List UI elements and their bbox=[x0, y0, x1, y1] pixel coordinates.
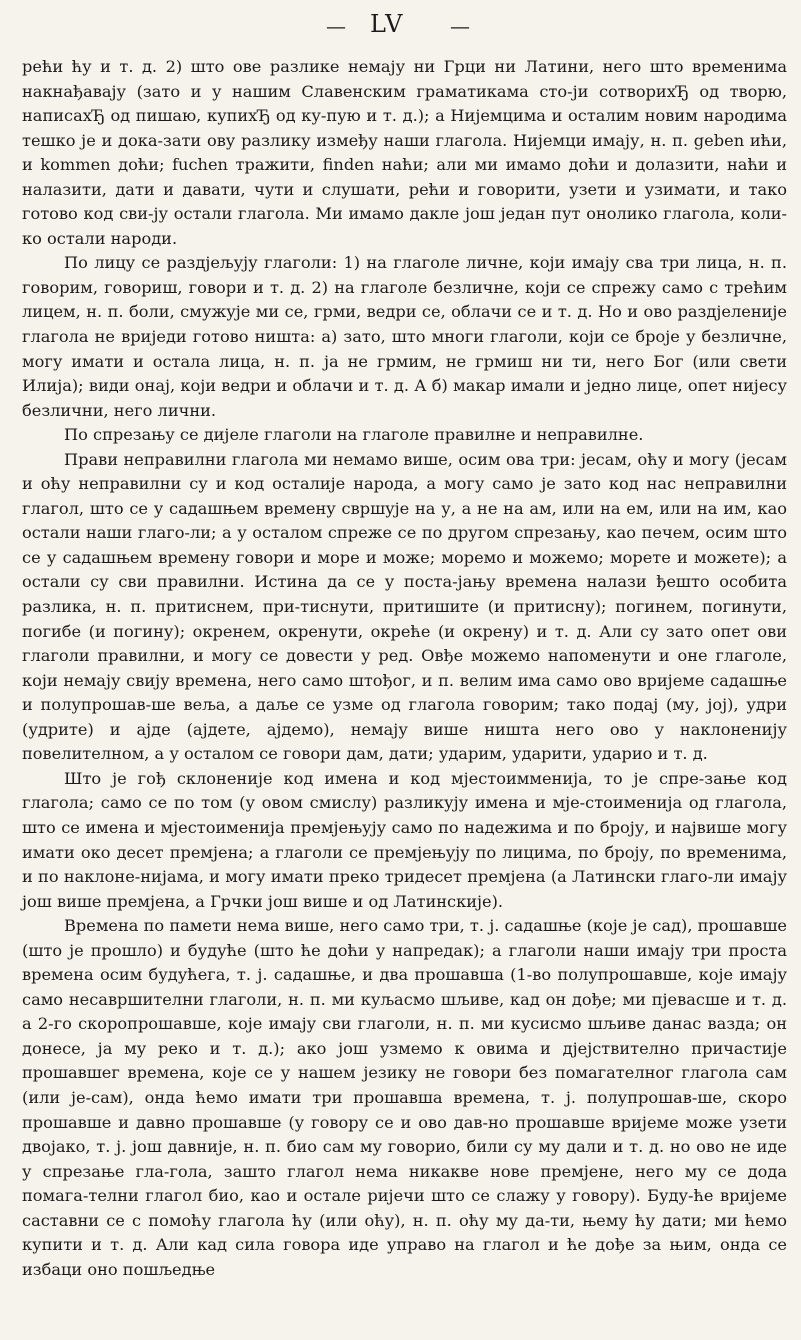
paragraph-tenses: Времена по памети нема више, него само три, т. ј. садашње (које је сад), прошавше (што је прошло) и будуће (што ће доћи у напредак); а глаголи наши имају три проста времена осим будућега, т. ј. садашње, и два прошавша (1-во полупрошавше, које имају само несавршителни глаголи, н. п. ми куљасмо шљиве, кад он дође; ми пјевасше и т. д. а 2-го скоропрошавше, које имају сви глаголи, н. п. ми кусисмо шљиве данас вазда; он донесе, ја му реко и т. д.); ако још узмемо к овима и дјејствително причастије прошавшег времена, које се у нашем језику не говори без помагателног глагола сам (или је-сам), онда ћемо имати три прошавша времена, т. ј. полупрошав-ше, скоро прошавше и давно прошавше (у говору се и ово дав-но прошавше вријеме може узети двојако, т. ј. још давније, н. п. био сам му говорио, били су му дали и т. д. но ово не иде у спрезање гла-гола, зашто глагол нема никакве нове премјене, него му се дода помага-телни глагол био, као и остале ријечи што се слажу у говору). Буду-ће вријеме саставни се с помоћу глагола ћу (или оћу), н. п. оћу му да-ти, њему ћу дати; ми ћемо купити и т. д. Али кад сила говора иде управо на глагол и ће дође за њим, онда се избаци оно пошљедње bbox=[22, 916, 787, 1279]
paragraph-irregular-verbs: Прави неправилни глагола ми немамо више, осим ова три: јесам, оћу и могу (јесам и оћу неправилни су и код осталије народа, а могу само је зато код нас неправилни глагол, што се у садашњем времену свршује на у, а не на ам, или на ем, или на им, као остали наши глаго-ли; а у осталом спреже се по другом спрезању, као печем, осим што се у садашњем времену говори и море и може; моремо и можемо; морете и можете); а остали су сви правилни. Истина да се у поста-јању времена налази ђешто особита разлика, н. п. притиснем, при-тиснути, притишите (и притисну); погинем, погинути, погибе (и погину); окренем, окренути, окреће (и окрену) и т. д. Али су зато опет ови глаголи правилни, и могу се довести у ред. Овђе можемо напоменути и оне глаголе, који немају свију времена, него само штођог, и п. велим има само ово вријеме садашње и полупрошав-ше веља, а даље се узме од глагола говорим; тако подај (му, јој), удри (удрите) и ајде (ајдете, ајдемо), немају више ништа него ово у наклоненију повелителном, а у осталом се говори дам, дати; ударим, ударити, ударио и т. д. bbox=[22, 449, 787, 764]
paragraph-person-division: По лицу се раздјељују глаголи: 1) на глаголе личне, који имају сва три лица, н. п. говорим, говориш, говори и т. д. 2) на глаголе безличне, који се спрежу само с трећим лицем, н. п. боли, смужује ми се, грми, ведри се, облачи се и т. д. Но и ово раздјеленије глагола не вриједи готово ништа: а) зато, што многи глаголи, који се броје у безличне, могу имати и остала лица, н. п. ја не грмим, не грмиш ни ти, него Бог (или свети Илија); види онај, који ведри и облачи и т. д. А б) макар имали и једно лице, опет нијесу безлични, него лични. bbox=[22, 253, 787, 420]
paragraph-conjugation-division: По спрезању се дијеле глаголи на глаголе правилне и неправилне. bbox=[64, 425, 644, 445]
paragraph-declension-comparison: Што је гођ склоненије код имена и код мјестоимменија, то је спре-зање код глагола; само се по том (у овом смислу) разликују имена и мје-стоименија од глагола, што се имена и мјестоименија премјењују само по надежима и по броју, и највише могу имати око десет премјена; а глаголи се премјењују по лицима, по броју, по временима, и по наклоне-нијама, и могу имати преко тридесет премјена (а Латински глаго-ли имају још више премјена, а Грчки још више и од Латинскије). bbox=[22, 768, 787, 911]
header-dash-left: — bbox=[326, 14, 346, 38]
page-header bbox=[0, 6, 801, 46]
paragraph-verb-distinctions: рећи ћу и т. д. 2) што ове разлике немају ни Грци ни Латини, него што временима накнађавају (зато и у нашим Славенским граматикама сто-ји сотворихЂ од творю, написахЂ од пишаю, купихЂ од ку-пую и т. д.); а Нијемцима и осталим новим народима тешко је и дока-зати ову разлику између наши глагола. Нијемци имају, н. п. geben ићи, и kommen доћи; fuchen тражити, finden наћи; али ми имамо доћи и долазити, наћи и налазити, дати и давати, чути и слушати, рећи и говорити, узети и узимати, и тако готово код сви-ју остали глагола. Ми имамо дакле још један пут онолико глагола, коли-ко остали народи. bbox=[22, 57, 787, 248]
body-text bbox=[22, 55, 787, 1282]
page-number: LV bbox=[370, 10, 405, 38]
header-dash-right: — bbox=[450, 14, 470, 38]
